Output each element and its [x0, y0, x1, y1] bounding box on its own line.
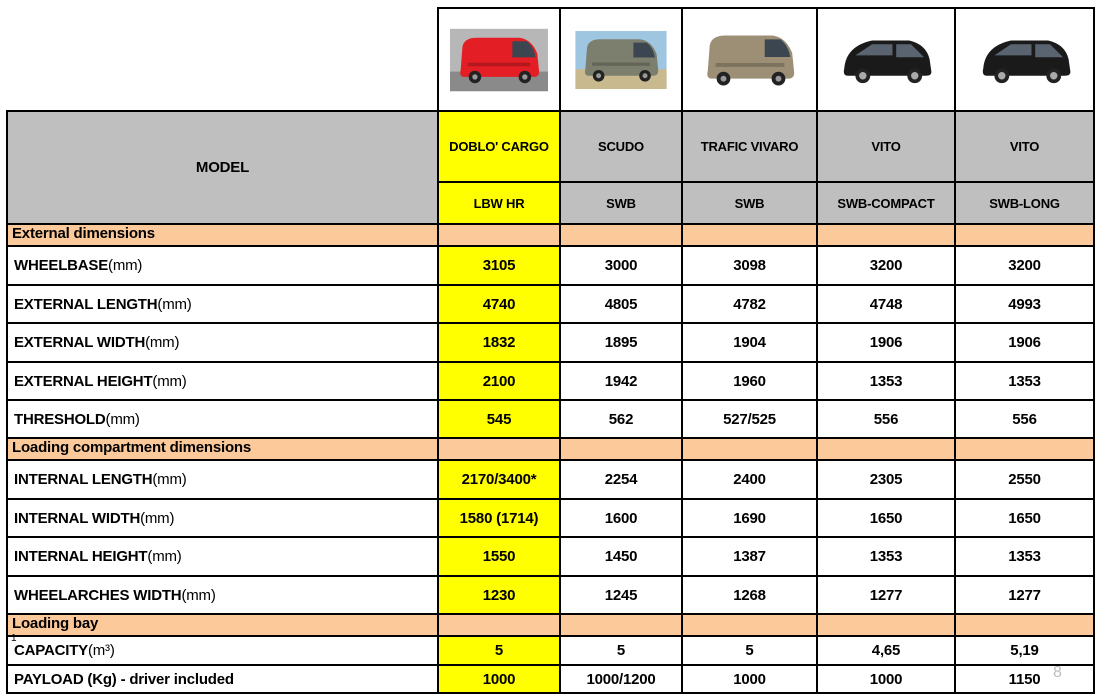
model-header: MODEL [6, 110, 439, 225]
row-label-text: THRESHOLD [14, 410, 106, 428]
section-filler [954, 223, 1095, 247]
vehicle-photo-cell [681, 7, 818, 112]
section-filler [954, 613, 1095, 637]
value-cell: 3200 [816, 245, 956, 286]
section-filler [816, 613, 956, 637]
value-cell: 556 [816, 399, 956, 439]
model-variant: SWB [559, 181, 683, 225]
section-filler [816, 437, 956, 461]
value-cell: 2100 [437, 361, 561, 401]
value-cell: 545 [437, 399, 561, 439]
row-label-text: PAYLOAD (Kg) - driver included [14, 670, 234, 688]
section-filler [816, 223, 956, 247]
row-label [6, 575, 439, 615]
row-unit: (mm) [105, 410, 140, 428]
value-cell: 1650 [954, 498, 1095, 538]
value-cell: 2170/3400* [437, 459, 561, 500]
section-filler [437, 437, 561, 461]
value-cell: 1230 [437, 575, 561, 615]
row-unit: (mm) [147, 548, 182, 565]
value-cell: 5 [681, 635, 818, 666]
value-cell: 1650 [816, 498, 956, 538]
model-variant: SWB-LONG [954, 181, 1095, 225]
section-filler [559, 613, 683, 637]
value-cell: 1150 [954, 664, 1095, 694]
value-cell: 1904 [681, 322, 818, 363]
value-cell: 4782 [681, 284, 818, 324]
value-cell: 4,65 [816, 635, 956, 666]
row-label-text: CAPACITY [14, 642, 88, 659]
van-image [569, 31, 673, 89]
row-label [6, 322, 439, 363]
row-unit: (mm) [181, 586, 216, 604]
section-title: External dimensions [6, 223, 439, 247]
row-label [6, 664, 439, 694]
value-cell: 1353 [954, 536, 1095, 577]
value-cell: 1960 [681, 361, 818, 401]
bullet-mark: 1 [11, 633, 17, 644]
value-cell: 1353 [954, 361, 1095, 401]
row-label-text: EXTERNAL HEIGHT [14, 372, 153, 390]
model-variant: LBW HR [437, 181, 561, 225]
value-cell: 4805 [559, 284, 683, 324]
model-name: TRAFIC VIVARO [681, 110, 818, 183]
model-variant: SWB-COMPACT [816, 181, 956, 225]
row-label-text: EXTERNAL LENGTH [14, 295, 158, 313]
value-cell: 3000 [559, 245, 683, 286]
row-label [6, 498, 439, 538]
section-filler [681, 613, 818, 637]
model-name: DOBLO' CARGO [437, 110, 561, 183]
model-name: VITO [816, 110, 956, 183]
value-cell: 1353 [816, 536, 956, 577]
value-cell: 1580 (1714) [437, 498, 561, 538]
value-cell: 556 [954, 399, 1095, 439]
vehicle-photo-cell [954, 7, 1095, 112]
section-title: Loading compartment dimensions [6, 437, 439, 461]
value-cell: 1245 [559, 575, 683, 615]
section-filler [437, 613, 561, 637]
row-label [6, 284, 439, 324]
row-label-text: EXTERNAL WIDTH [14, 334, 146, 351]
value-cell: 1895 [559, 322, 683, 363]
row-label-text: INTERNAL LENGTH [14, 471, 153, 488]
value-cell: 2400 [681, 459, 818, 500]
row-label [6, 245, 439, 286]
value-cell: 4993 [954, 284, 1095, 324]
value-cell: 1832 [437, 322, 561, 363]
row-unit: (mm) [145, 334, 180, 351]
van-image [696, 23, 804, 97]
page-number: 8 [1053, 664, 1062, 681]
value-cell: 1000 [816, 664, 956, 694]
section-filler [681, 223, 818, 247]
row-unit: (mm) [157, 295, 192, 313]
value-cell: 1277 [816, 575, 956, 615]
value-cell: 1000 [437, 664, 561, 694]
section-filler [559, 437, 683, 461]
vehicle-photo-cell [816, 7, 956, 112]
value-cell: 562 [559, 399, 683, 439]
value-cell: 1277 [954, 575, 1095, 615]
value-cell: 3098 [681, 245, 818, 286]
section-filler [559, 223, 683, 247]
value-cell: 2254 [559, 459, 683, 500]
value-cell: 1387 [681, 536, 818, 577]
section-filler [681, 437, 818, 461]
value-cell: 1353 [816, 361, 956, 401]
value-cell: 527/525 [681, 399, 818, 439]
value-cell: 1942 [559, 361, 683, 401]
value-cell: 4740 [437, 284, 561, 324]
row-unit: (m³) [87, 642, 115, 659]
row-label [6, 399, 439, 439]
row-unit: (mm) [108, 257, 143, 274]
value-cell: 3200 [954, 245, 1095, 286]
value-cell: 2305 [816, 459, 956, 500]
value-cell: 2550 [954, 459, 1095, 500]
value-cell: 1690 [681, 498, 818, 538]
van-image [450, 23, 548, 97]
row-unit: (mm) [140, 509, 175, 527]
row-unit: (mm) [152, 372, 187, 390]
row-label-text: INTERNAL WIDTH [14, 509, 141, 527]
vehicle-photo-cell [559, 7, 683, 112]
row-label [6, 536, 439, 577]
section-title: Loading bay [6, 613, 439, 637]
value-cell: 1450 [559, 536, 683, 577]
value-cell: 1550 [437, 536, 561, 577]
value-cell: 5 [559, 635, 683, 666]
value-cell: 1000/1200 [559, 664, 683, 694]
vehicle-photo-cell [437, 7, 561, 112]
minivan-image [974, 23, 1076, 97]
model-variant: SWB [681, 181, 818, 225]
row-unit: (mm) [152, 471, 187, 488]
value-cell: 5 [437, 635, 561, 666]
row-label [6, 459, 439, 500]
minivan-image [835, 23, 937, 97]
value-cell: 1000 [681, 664, 818, 694]
value-cell: 4748 [816, 284, 956, 324]
section-filler [437, 223, 561, 247]
model-name: SCUDO [559, 110, 683, 183]
value-cell: 1906 [954, 322, 1095, 363]
row-label-text: WHEELBASE [14, 257, 109, 274]
value-cell: 5,19 [954, 635, 1095, 666]
value-cell: 3105 [437, 245, 561, 286]
section-filler [954, 437, 1095, 461]
row-label-text: INTERNAL HEIGHT [14, 548, 148, 565]
value-cell: 1906 [816, 322, 956, 363]
value-cell: 1600 [559, 498, 683, 538]
row-label [6, 635, 439, 666]
value-cell: 1268 [681, 575, 818, 615]
row-label [6, 361, 439, 401]
model-name: VITO [954, 110, 1095, 183]
row-label-text: WHEELARCHES WIDTH [14, 586, 182, 604]
